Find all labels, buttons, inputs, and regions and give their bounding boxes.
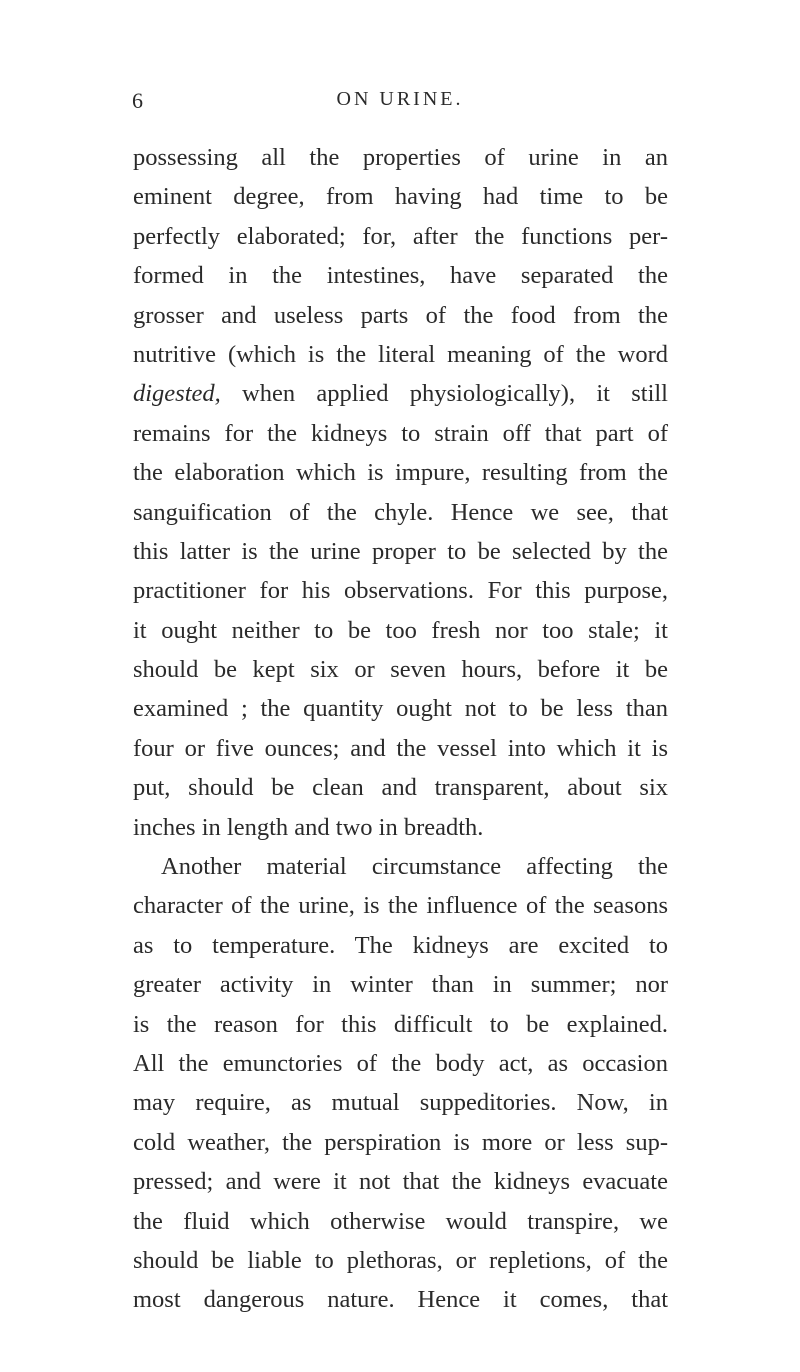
italic-word: digested, (133, 380, 221, 408)
text-line: remains for the kidneys to strain off that part of (133, 419, 668, 447)
text-line: inches in length and two in breadth. (133, 813, 484, 841)
text-line: four or five ounces; and the vessel into which it is (133, 734, 668, 762)
text-line: nutritive (which is the literal meaning of the word (133, 340, 668, 368)
body-text (133, 138, 668, 1320)
text-line: Another material circumstance affecting the (161, 853, 668, 881)
page-header (132, 88, 668, 118)
text-line: All the emunctories of the body act, as occasion (133, 1049, 668, 1077)
text-line: examined ; the quantity ought not to be less than (133, 695, 668, 723)
page-number: 6 (132, 88, 143, 113)
text-line: should be liable to plethoras, or repletions, of the (133, 1246, 668, 1274)
text-line (133, 374, 668, 413)
text-line: put, should be clean and transparent, about six (133, 774, 668, 802)
text-line: as to temperature. The kidneys are excited to (133, 931, 668, 959)
text-line: the elaboration which is impure, resulting from the (133, 459, 668, 487)
text-fragment: when applied physiologically), it still (220, 380, 668, 408)
text-line: possessing all the properties of urine in an (133, 144, 668, 171)
text-line: character of the urine, is the influence of the seasons (133, 892, 668, 920)
text-line: may require, as mutual suppeditories. Now, in (133, 1089, 668, 1117)
text-line: eminent degree, from having had time to be (133, 183, 668, 211)
text-line: it ought neither to be too fresh nor too stale; it (133, 616, 668, 644)
text-line: pressed; and were it not that the kidneys evacuate (133, 1168, 668, 1196)
running-head: ON URINE. (336, 88, 464, 110)
text-line: the fluid which otherwise would transpire, we (133, 1207, 668, 1235)
text-line: practitioner for his observations. For this purpose, (133, 577, 668, 605)
text-line: cold weather, the perspiration is more or less sup- (133, 1128, 668, 1156)
text-line: grosser and useless parts of the food from the (133, 301, 668, 329)
text-line: perfectly elaborated; for, after the functions per- (133, 222, 668, 250)
text-line: most dangerous nature. Hence it comes, that (133, 1286, 668, 1314)
text-line: is the reason for this difficult to be explained. (133, 1010, 668, 1038)
text-line: should be kept six or seven hours, before it be (133, 656, 668, 684)
text-line: sanguification of the chyle. Hence we see, that (133, 498, 668, 526)
text-line: greater activity in winter than in summer; nor (133, 971, 668, 999)
text-line: this latter is the urine proper to be selected by the (133, 537, 668, 565)
text-line: formed in the intestines, have separated the (133, 262, 668, 290)
